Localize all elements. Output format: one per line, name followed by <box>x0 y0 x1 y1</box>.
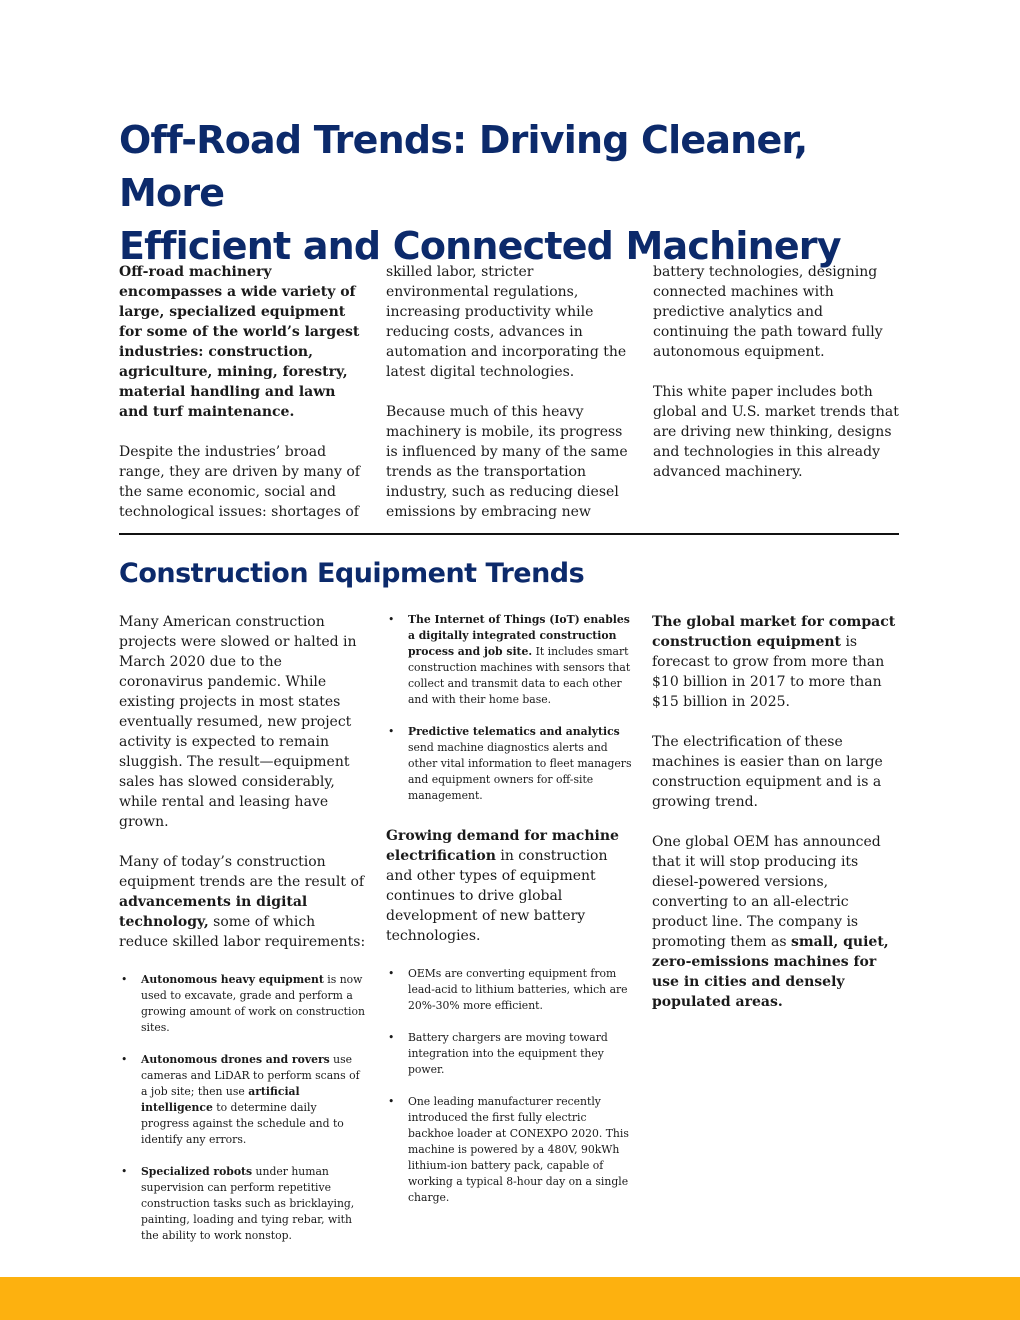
title-line-1: Off-Road Trends: Driving Cleaner, More <box>119 118 808 215</box>
bold-text: small, quiet, zero-emissions machines for use in cities and densely populated areas. <box>652 934 889 1010</box>
intro-paragraph: Because much of this heavy machinery is mobile, its progress is influenced by many of the same trends as the transportation industry, such as reducing diesel emissions by embracing new <box>386 404 628 520</box>
text-run: under human supervision can perform repetitive construction tasks such as bricklaying, painting, loading and tying rebar, with the ability to work nonstop. <box>141 1165 355 1242</box>
text-run: send machine diagnostics alerts and other vital information to fleet managers and equipment owners for off-site management. <box>408 741 632 802</box>
body-paragraph <box>652 612 902 712</box>
section-heading: Construction Equipment Trends <box>119 558 585 589</box>
text-run: use cameras and LiDAR to perform scans of a job site; then use <box>141 1053 360 1098</box>
bold-text: Predictive telematics and analytics <box>408 725 620 738</box>
text-run: It includes smart construction machines with sensors that collect and transmit data to each other and with their home base. <box>408 645 631 706</box>
footer-bar <box>0 1277 1020 1320</box>
list-item: • OEMs are converting equipment from lead-acid to lithium batteries, which are 20%-30% more efficient. <box>386 966 634 1014</box>
title-line-2: Efficient and Connected Machinery <box>119 224 841 268</box>
bullet-list <box>386 966 634 1206</box>
intro-paragraph: skilled labor, stricter environmental regulations, increasing productivity while reducing costs, advances in automation and incorporating the latest digital technologies. <box>386 264 627 380</box>
text-run: in construction and other types of equipment continues to drive global development of new battery technologies. <box>386 848 608 944</box>
section-column-2 <box>386 612 634 1226</box>
bold-text: Autonomous drones and rovers <box>141 1053 330 1066</box>
intro-column-3 <box>653 262 903 502</box>
bullet-list <box>386 612 634 804</box>
list-item <box>386 724 634 804</box>
body-paragraph <box>652 832 902 1012</box>
text-run: One global OEM has announced that it will stop producing its diesel-powered versions, converting to an all-electric product line. The company is promoting them as <box>652 834 881 950</box>
list-item <box>386 612 634 708</box>
intro-lead-paragraph: Off-road machinery encompasses a wide variety of large, specialized equipment for some of the world’s largest industries: construction, agriculture, mining, forestry, material handling and lawn and turf maintenance. <box>119 264 360 420</box>
bold-text: Autonomous heavy equipment <box>141 973 324 986</box>
page-title <box>119 114 919 273</box>
section-column-1 <box>119 612 367 1264</box>
text-run: is now used to excavate, grade and perform a growing amount of work on construction sites. <box>141 973 365 1034</box>
body-paragraph: Many American construction projects were slowed or halted in March 2020 due to the coronavirus pandemic. While existing projects in most states eventually resumed, new project activity is expected to remain sluggish. The result—equipment sales has slowed considerably, while rental and leasing have grown. <box>119 614 357 830</box>
section-column-3 <box>652 612 902 1032</box>
intro-column-2 <box>386 262 636 542</box>
list-item <box>119 1052 367 1148</box>
bold-text: advancements in digital technology, <box>119 894 308 930</box>
list-item: • One leading manufacturer recently introduced the first fully electric backhoe loader at CONEXPO 2020. This machine is powered by a 480V, 90kWh lithium-ion battery pack, capable of working a typical 8-hour day on a single charge. <box>386 1094 634 1206</box>
text-run: Many of today’s construction equipment trends are the result of <box>119 854 365 890</box>
body-paragraph <box>119 852 367 952</box>
bold-text: artificial intelligence <box>141 1085 300 1114</box>
body-paragraph <box>386 826 634 946</box>
intro-paragraph: battery technologies, designing connected machines with predictive analytics and continuing the path toward fully autonomous equipment. <box>653 264 883 360</box>
intro-paragraph: Despite the industries’ broad range, they are driven by many of the same economic, social and technological issues: shortages of <box>119 444 360 520</box>
section-divider <box>119 533 899 535</box>
text-run: is forecast to grow from more than $10 billion in 2017 to more than $15 billion in 2025. <box>652 634 885 710</box>
intro-paragraph: This white paper includes both global and U.S. market trends that are driving new thinking, designs and technologies in this already advanced machinery. <box>653 384 899 480</box>
bold-text: The global market for compact construction equipment <box>652 614 896 650</box>
text-run: some of which reduce skilled labor requirements: <box>119 914 366 950</box>
bold-text: The Internet of Things (IoT) enables a digitally integrated construction process and job site. <box>408 613 630 658</box>
bold-text: Growing demand for machine electrification <box>386 828 619 864</box>
intro-column-1 <box>119 262 369 542</box>
bold-text: Specialized robots <box>141 1165 253 1178</box>
text-run: to determine daily progress against the schedule and to identify any errors. <box>141 1101 344 1146</box>
list-item: • Battery chargers are moving toward integration into the equipment they power. <box>386 1030 634 1078</box>
list-item <box>119 972 367 1036</box>
bullet-list <box>119 972 367 1244</box>
list-item <box>119 1164 367 1244</box>
body-paragraph: The electrification of these machines is easier than on large construction equipment and is a growing trend. <box>652 734 883 810</box>
